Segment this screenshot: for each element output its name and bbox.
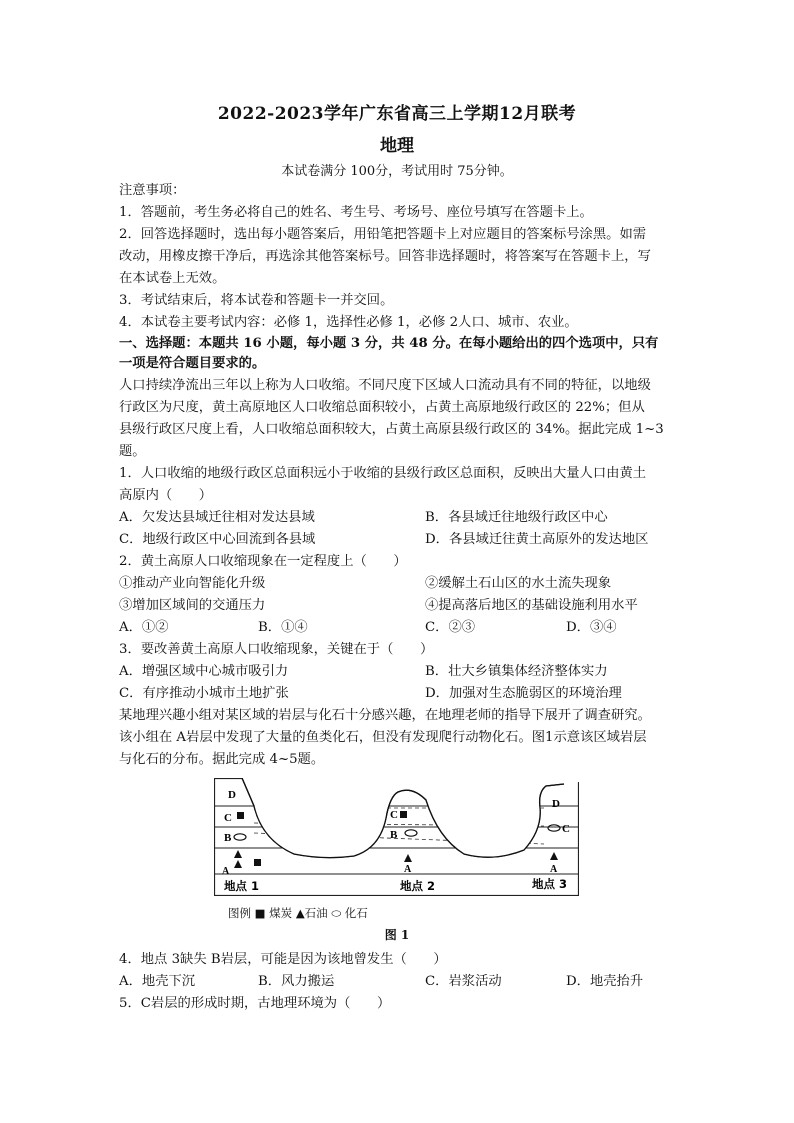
notice-item: 在本试卷上无效。 [119,271,226,286]
passage-line: 行政区为尺度，黄土高原地区人口收缩总面积较小，占黄土高原地级行政区的 22%；但从 [119,400,645,415]
q1-stem: 高原内（ ） [119,488,213,503]
q2-statement: ③增加区域间的交通压力 [119,598,266,613]
q1-option-a: A．欠发达县域迁往相对发达县域 [119,510,315,525]
layer-label: C [224,812,232,824]
q2-option-c: C．②③ [425,620,476,635]
layer-label: A [222,866,230,877]
q1-stem: 1．人口收缩的地级行政区总面积远小于收缩的县级行政区总面积，反映出大量人口由黄土 [119,466,647,481]
notice-item: 改动，用橡皮擦干净后，再选涂其他答案标号。回答非选择题时，将答案写在答题卡上，写 [119,249,651,264]
q4-option-a: A．地壳下沉 [119,974,196,989]
exam-intro: 本试卷满分 100分，考试用时 75分钟。 [281,164,513,179]
notice-item: 1．答题前，考生务必将自己的姓名、考生号、考场号、座位号填写在答题卡上。 [119,205,593,220]
q5-stem: 5．C岩层的形成时期，古地理环境为（ ） [119,996,391,1011]
layer-label: C [390,809,398,821]
location-label: 地点 3 [532,877,568,891]
location-label: 地点 2 [400,879,436,893]
section-heading: 一项是符合题目要求的。 [119,356,266,371]
subject-title: 地理 [380,136,414,156]
q1-option-d: D．各县域迁往黄土高原外的发达地区 [425,532,649,547]
layer-label: B [224,832,232,844]
notice-item: 3．考试结束后，将本试卷和答题卡一并交回。 [119,293,394,308]
notice-item: 2．回答选择题时，选出每小题答案后，用铅笔把答题卡上对应题目的答案标号涂黑。如需 [119,227,647,242]
q4-option-b: B．风力搬运 [258,974,335,989]
oil-symbol [550,852,558,860]
q2-statement: ①推动产业向智能化升级 [119,576,266,591]
notice-item: 4．本试卷主要考试内容：必修 1，选择性必修 1，必修 2人口、城市、农业。 [119,315,578,330]
layer-label: A [550,864,558,875]
coal-symbol [254,859,261,866]
oil-symbol [404,854,412,862]
location-label: 地点 1 [224,879,260,893]
q3-option-b: B．壮大乡镇集体经济整体实力 [425,664,608,679]
q2-option-d: D．③④ [566,620,617,635]
passage-line: 人口持续净流出三年以上称为人口收缩。不同尺度下区域人口流动具有不同的特征，以地级 [119,378,651,393]
q4-stem: 4．地点 3缺失 B岩层，可能是因为该地曾发生（ ） [119,952,447,967]
q1-option-b: B．各县域迁往地级行政区中心 [425,510,608,525]
coal-symbol [400,811,407,818]
notice-heading: 注意事项： [119,183,186,198]
fossil-symbol [234,834,246,840]
passage-line: 题。 [119,444,146,459]
q4-option-d: D．地壳抬升 [566,974,644,989]
oil-symbol [234,850,242,858]
passage-line: 与化石的分布。据此完成 4~5题。 [119,752,325,767]
fossil-symbol [548,825,560,831]
q1-option-c: C．地级行政区中心回流到各县域 [119,532,316,547]
passage-line: 某地理兴趣小组对某区域的岩层与化石十分感兴趣，在地理老师的指导下展开了调查研究。 [119,708,651,723]
q2-stem: 2．黄土高原人口收缩现象在一定程度上（ ） [119,554,407,569]
fossil-symbol [405,830,417,836]
q3-option-c: C．有序推动小城市土地扩张 [119,686,289,701]
q3-option-d: D．加强对生态脆弱区的环境治理 [425,686,622,701]
layer-label: C [562,823,570,835]
figure-legend: 图例 ■ 煤炭 ▲石油 ⬭ 化石 [228,906,368,920]
q2-option-b: B．①④ [258,620,308,635]
strata-diagram [214,778,579,896]
passage-line: 该小组在 A岩层中发现了大量的鱼类化石，但没有发现爬行动物化石。图1示意该区域岩层 [119,730,647,745]
passage-line: 县级行政区尺度上看，人口收缩总面积较大，占黄土高原县级行政区的 34%。据此完成 1~3 [119,422,664,437]
q3-option-a: A．增强区域中心城市吸引力 [119,664,289,679]
q3-stem: 3．要改善黄土高原人口收缩现象，关键在于（ ） [119,642,434,657]
q2-option-a: A．①② [119,620,169,635]
layer-label: B [390,829,398,841]
coal-symbol [237,812,244,819]
q2-statement: ②缓解土石山区的水土流失现象 [425,576,612,591]
q2-statement: ④提高落后地区的基础设施利用水平 [425,598,638,613]
layer-label: A [404,864,412,875]
q4-option-c: C．岩浆活动 [425,974,502,989]
figure-caption: 图 1 [384,928,410,942]
exam-title: 2022-2023学年广东省高三上学期12月联考 [217,104,577,124]
section-heading: 一、选择题：本题共 16 小题，每小题 3 分，共 48 分。在每小题给出的四个选项中，只有 [119,336,659,351]
oil-symbol [234,860,242,868]
layer-label: D [228,789,236,801]
layer-label: D [552,798,560,810]
